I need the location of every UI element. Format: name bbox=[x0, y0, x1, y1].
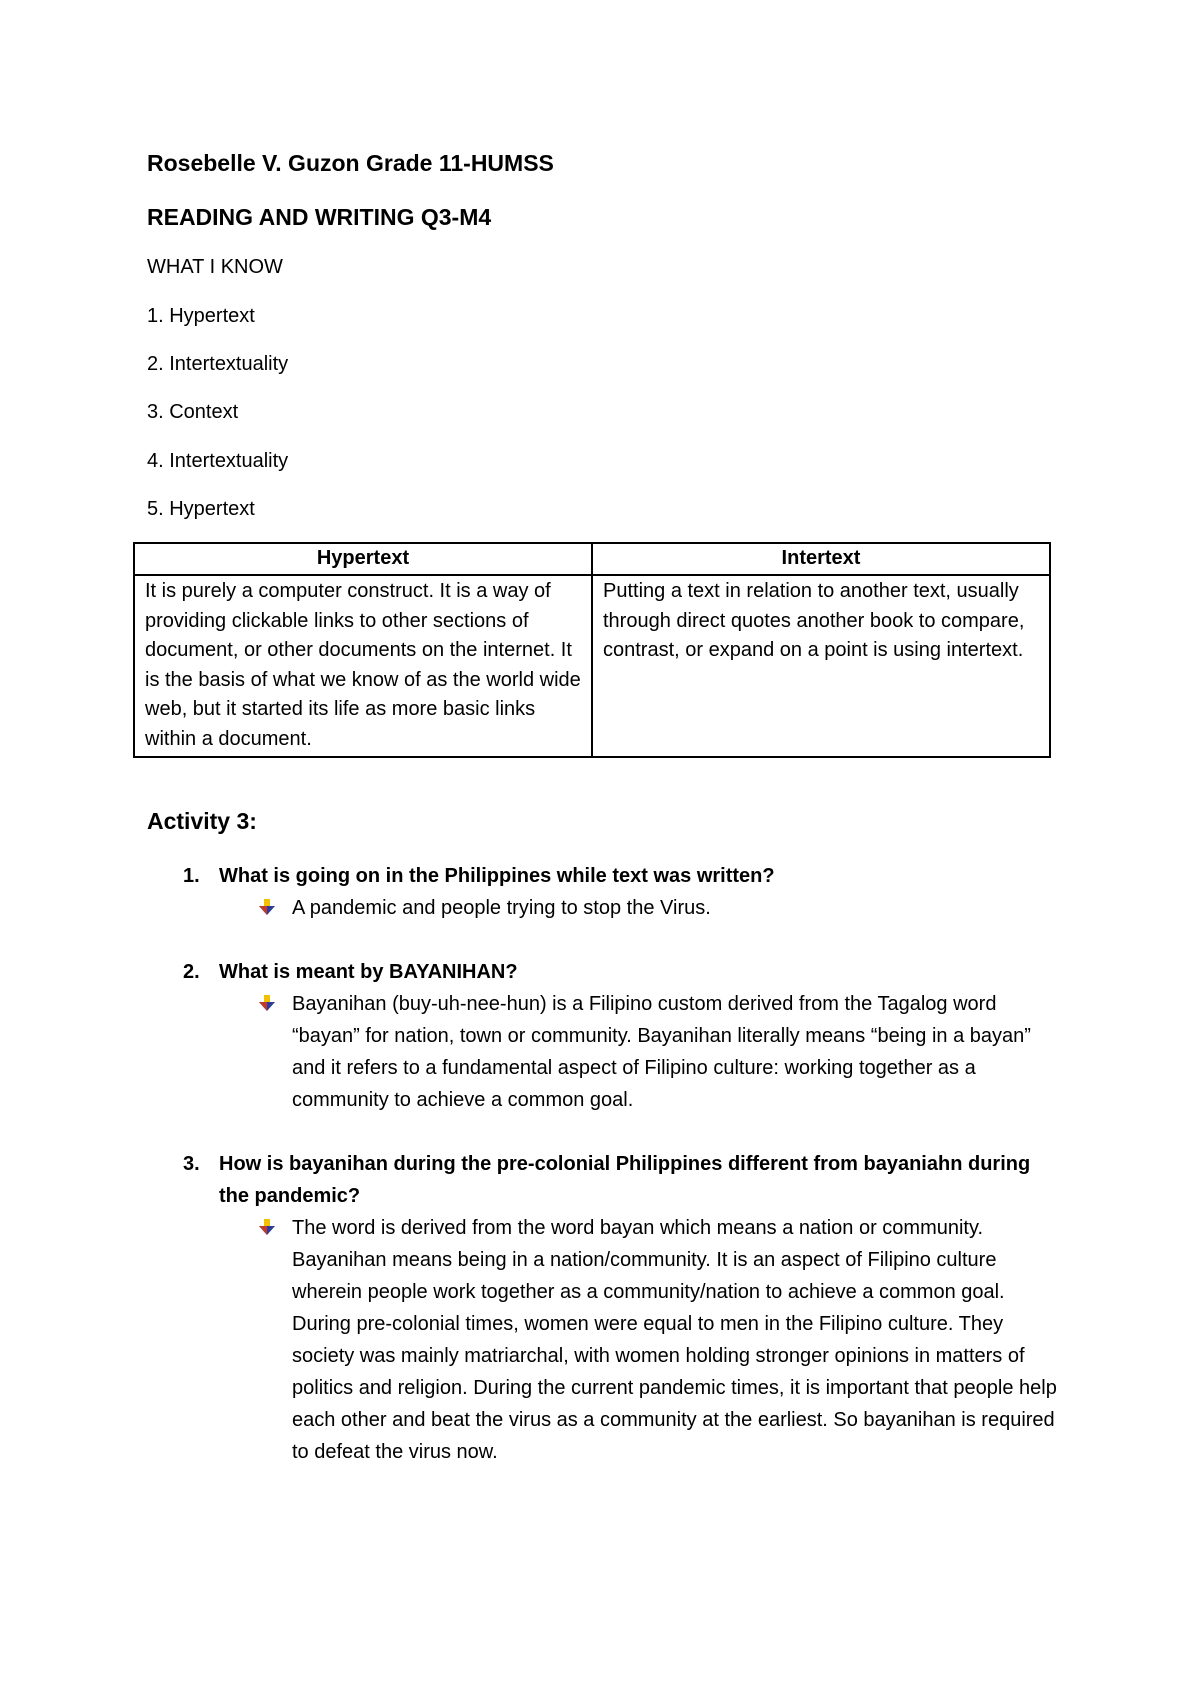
list-item: 1. Hypertext bbox=[147, 305, 255, 327]
what-i-know-heading: WHAT I KNOW bbox=[147, 256, 283, 278]
question-number: 3. bbox=[183, 1153, 200, 1175]
question-number: 2. bbox=[183, 961, 200, 983]
arrow-bullet-icon bbox=[258, 898, 276, 916]
list-item: 4. Intertextuality bbox=[147, 450, 289, 472]
table-cell-hypertext: It is purely a computer construct. It is a way of providing clickable links to other sections of document, or other documents on the internet. It is the basis of what we know of as the world wide web, but it started its life as more basic links within a document. bbox=[134, 575, 592, 757]
list-item: 3. Context bbox=[147, 401, 239, 423]
arrow-bullet-icon bbox=[258, 1218, 276, 1236]
question-text: What is meant by BAYANIHAN? bbox=[219, 961, 518, 983]
list-item: 5. Hypertext bbox=[147, 498, 255, 520]
question-text: How is bayanihan during the pre-colonial Philippines different from bayaniahn during the pandemic? bbox=[219, 1153, 1031, 1207]
comparison-table bbox=[133, 542, 1051, 758]
question-text: What is going on in the Philippines while text was written? bbox=[219, 865, 775, 887]
student-name-line: Rosebelle V. Guzon Grade 11-HUMSS bbox=[147, 150, 554, 176]
answer-1: A pandemic and people trying to stop the Virus. bbox=[292, 897, 711, 919]
subject-title: READING AND WRITING Q3-M4 bbox=[147, 204, 492, 230]
list-item: 2. Intertextuality bbox=[147, 353, 289, 375]
arrow-bullet-icon bbox=[258, 994, 276, 1012]
activity-title: Activity 3: bbox=[147, 808, 257, 834]
table-cell-intertext: Putting a text in relation to another text, usually through direct quotes another book to compare, contrast, or expand on a point is using intertext. bbox=[592, 575, 1050, 757]
answer-2: Bayanihan (buy-uh-nee-hun) is a Filipino custom derived from the Tagalog word “bayan” for nation, town or community. Bayanihan literally means “being in a bayan” and it refers to a fundamental aspect of Filipino culture: working together as a community to achieve a common goal. bbox=[292, 993, 1031, 1111]
table-header-hypertext: Hypertext bbox=[134, 543, 592, 575]
table-row bbox=[134, 575, 1050, 757]
table-header-intertext: Intertext bbox=[592, 543, 1050, 575]
question-number: 1. bbox=[183, 865, 200, 887]
answer-3: The word is derived from the word bayan which means a nation or community. Bayanihan means being in a nation/community. It is an aspect of Filipino culture wherein people work together as a community/nation to achieve a common goal. During pre-colonial times, women were equal to men in the Filipino culture. They society was mainly matriarchal, with women holding stronger opinions in matters of politics and religion. During the current pandemic times, it is important that people help each other and beat the virus as a community at the earliest. So bayanihan is required to defeat the virus now. bbox=[292, 1217, 1057, 1463]
